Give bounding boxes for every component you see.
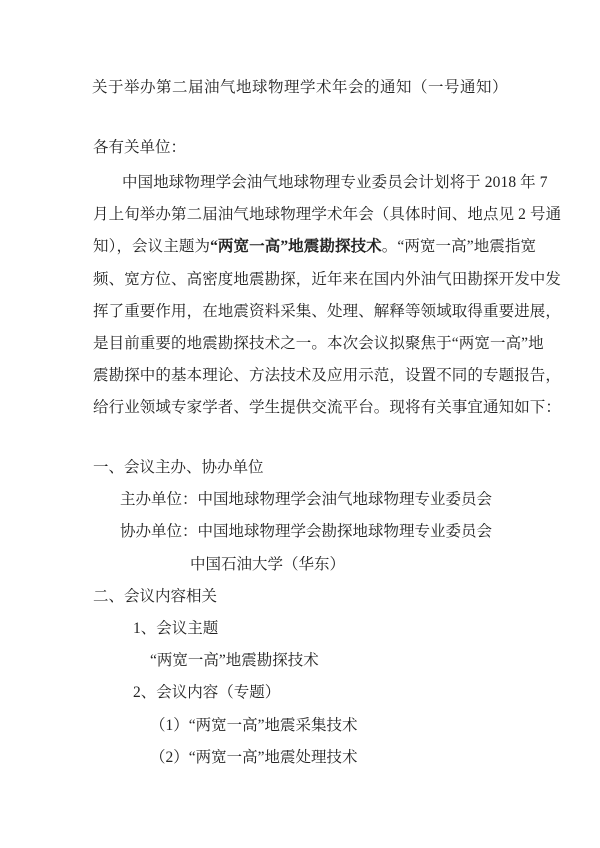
conference-theme-line: “两宽一高”地震勘探技术: [150, 652, 319, 670]
salutation: 各有关单位：: [93, 139, 187, 156]
paragraph-text: 频、宽方位、高密度地震勘探，近年来在国内外油气田勘探开发中发: [93, 270, 562, 288]
sections-block: [0, 452, 600, 774]
section-2-heading: 二、会议内容相关: [93, 587, 218, 605]
paragraph-text: 给行业领域专家学者、学生提供交流平台。现将有关事宜通知如下：: [93, 399, 562, 417]
paragraph-text: 月上旬举办第二届油气地球物理学术年会（具体时间、地点见 2 号通: [93, 206, 562, 224]
conference-theme-bold-text: “两宽一高”地震勘探技术: [210, 238, 382, 256]
paragraph-text: 知），会议主题为: [93, 238, 211, 256]
paragraph-line-3: [93, 231, 537, 263]
subsection-2-label: 2、会议内容（专题）: [133, 684, 281, 702]
paragraph-line-7: [93, 360, 562, 392]
paragraph-line-4: [93, 264, 562, 296]
co-organizer-line-2: 中国石油大学（华东）: [190, 555, 346, 573]
paragraph-text: 是目前重要的地震勘探技术之一。本次会议拟聚焦于“两宽一高”地: [93, 335, 544, 353]
paragraph-line-6: [93, 328, 544, 360]
host-organizer-line: 主办单位：中国地球物理学会油气地球物理专业委员会: [120, 491, 493, 509]
section-1-heading: 一、会议主办、协办单位: [93, 459, 264, 476]
co-organizer-line: 协办单位：中国地球物理学会勘探地球物理专业委员会: [120, 523, 493, 541]
subsection-1-label: 1、会议主题: [133, 620, 219, 638]
intro-paragraph: [93, 167, 562, 425]
paragraph-text: 中国地球物理学会油气地球物理专业委员会计划将于 2018 年 7: [122, 174, 548, 191]
paragraph-line-1: [93, 167, 548, 199]
paragraph-text: 。“两宽一高”地震指宽: [381, 238, 537, 256]
paragraph-line-8: [93, 392, 562, 424]
paragraph-text: 挥了重要作用，在地震资料采集、处理、解释等领域取得重要进展，: [93, 302, 562, 320]
topic-item-2: （2）“两宽一高”地震处理技术: [150, 748, 358, 766]
paragraph-text: 震勘探中的基本理论、方法技术及应用示范，设置不同的专题报告，: [93, 367, 562, 385]
topic-item-1: （1）“两宽一高”地震采集技术: [150, 716, 358, 734]
paragraph-line-5: [93, 296, 562, 328]
document-title: 关于举办第二届油气地球物理学术年会的通知（一号通知）: [91, 79, 508, 96]
paragraph-line-2: [93, 199, 562, 231]
